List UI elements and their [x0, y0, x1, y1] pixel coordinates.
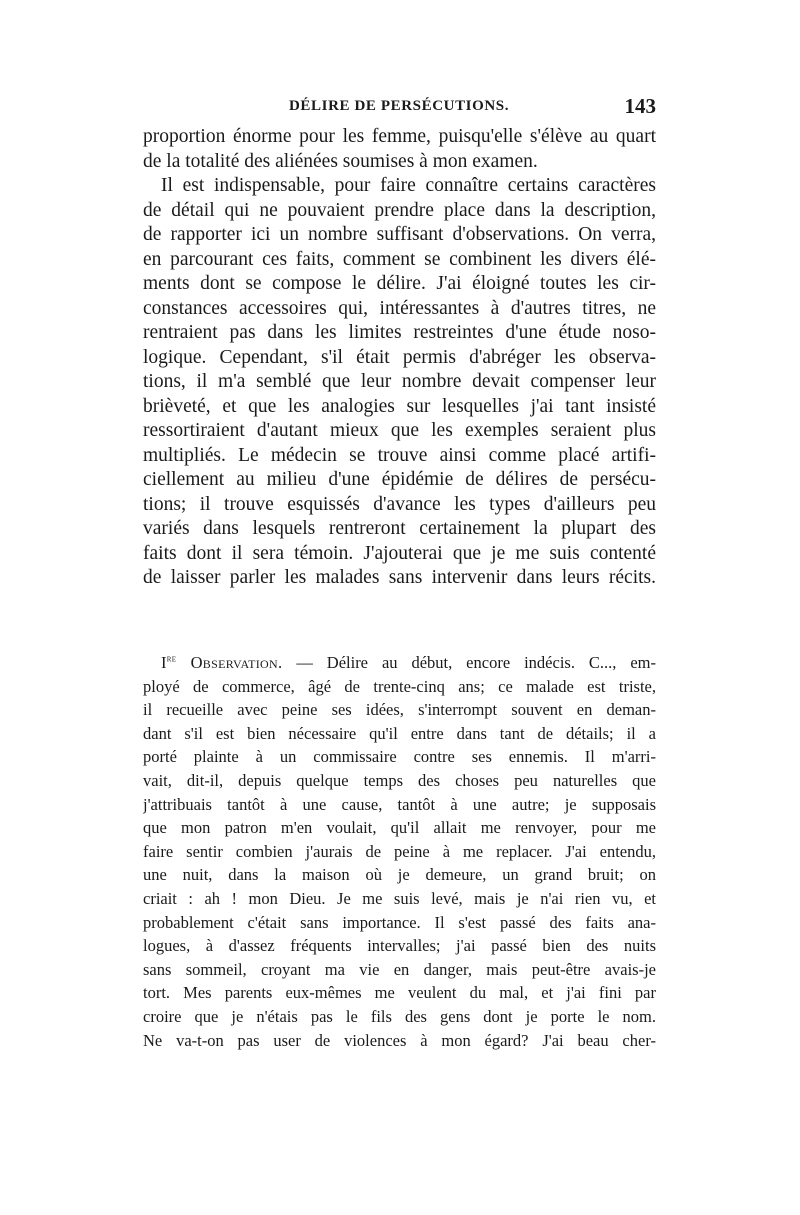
main-paragraphs: [143, 125, 656, 591]
observation-line: que mon patron m'en voulait, qu'il allait me renvoyer, pour me: [143, 818, 656, 838]
observation-line: tort. Mes parents eux-mêmes me veulent du mal, et j'ai fini par: [143, 983, 656, 1003]
body-line: ciellement au milieu d'une épidémie de délires de persécu-: [143, 469, 656, 490]
body-line: constances accessoires qui, intéressantes à d'autres titres, ne: [143, 297, 656, 319]
running-head: [143, 94, 656, 124]
observation-block: [143, 651, 656, 1052]
observation-numeral: [161, 653, 282, 672]
observation-line: logues, à d'assez fréquents intervalles; j'ai passé bien des nuits: [143, 936, 656, 956]
observation-line: j'attribuais tantôt à une cause, tantôt à une autre; je supposais: [143, 794, 656, 814]
observation-numeral-main: I: [161, 653, 167, 672]
observation-line: ployé de commerce, âgé de trente-cinq ans; ce malade est triste,: [143, 676, 656, 696]
body-line: multipliés. Le médecin se trouve ainsi comme placé artifi-: [143, 444, 656, 466]
observation-line: sans sommeil, croyant ma vie en danger, mais peut-être avais-je: [143, 959, 656, 979]
body-line: ments dont se compose le délire. J'ai éloigné toutes les cir-: [143, 273, 656, 294]
body-line: tions, il m'a semblé que leur nombre devait compenser leur: [143, 371, 656, 392]
observation-line: probablement c'était sans importance. Il s'est passé des faits ana-: [143, 912, 656, 932]
body-line: logique. Cependant, s'il était permis d'abréger les observa-: [143, 346, 656, 368]
observation-line: une nuit, dans la maison où je demeure, un grand bruit; on: [143, 865, 656, 885]
page-number: 143: [624, 94, 656, 118]
body-line: de la totalité des aliénées soumises à mon examen.: [143, 150, 538, 172]
observation-line: porté plainte à un commissaire contre ses ennemis. Il m'arri-: [143, 747, 656, 767]
observation-line: vait, dit-il, depuis quelque temps des choses peu naturelles que: [143, 770, 656, 790]
observation-line: croire que je n'étais pas le fils des gens dont je porte le nom.: [143, 1006, 656, 1026]
observation-line: faire sentir combien j'aurais de peine à me replacer. J'ai entendu,: [143, 841, 656, 861]
body-line: brièveté, et que les analogies sur lesquelles j'ai tant insisté: [143, 395, 656, 417]
body-line: de rapporter ici un nombre suffisant d'observations. On verra,: [143, 224, 656, 245]
observation-line: il recueille avec peine ses idées, s'interrompt souvent en deman-: [143, 700, 656, 720]
observation-heading: Observation.: [190, 653, 283, 672]
observation-first-line: [143, 651, 656, 675]
body-line: rentraient pas dans les limites restreintes d'une étude noso-: [143, 322, 656, 343]
body-line: faits dont il sera témoin. J'ajouterai que je me suis contenté: [143, 542, 656, 564]
body-line: tions; il trouve esquissés d'avance les types d'ailleurs peu: [143, 493, 656, 515]
body-line: de détail qui ne pouvaient prendre place dans la description,: [143, 199, 656, 221]
observation-line: criait : ah ! mon Dieu. Je me suis levé, mais je n'ai rien vu, et: [143, 888, 656, 908]
body-line: ressortiraient d'autant mieux que les exemples seraient plus: [143, 420, 656, 441]
running-title: DÉLIRE DE PERSÉCUTIONS.: [289, 98, 510, 114]
observation-numeral-sup: re: [166, 653, 177, 665]
observation-line: dant s'il est bien nécessaire qu'il entre dans tant de détails; il a: [143, 723, 656, 743]
body-line: de laisser parler les malades sans intervenir dans leurs récits.: [143, 567, 656, 588]
observation-line: Ne va-t-on pas user de violences à mon égard? J'ai beau cher-: [143, 1030, 656, 1050]
body-line: en parcourant ces faits, comment se combinent les divers élé-: [143, 248, 656, 270]
observation-first-line-text: — Délire au début, encore indécis. C..., em-: [282, 653, 656, 672]
body-line: Il est indispensable, pour faire connaître certains caractères: [161, 175, 656, 196]
body-line: variés dans lesquels rentreront certainement la plupart des: [143, 518, 656, 539]
body-line: proportion énorme pour les femme, puisqu'elle s'élève au quart: [143, 126, 656, 147]
